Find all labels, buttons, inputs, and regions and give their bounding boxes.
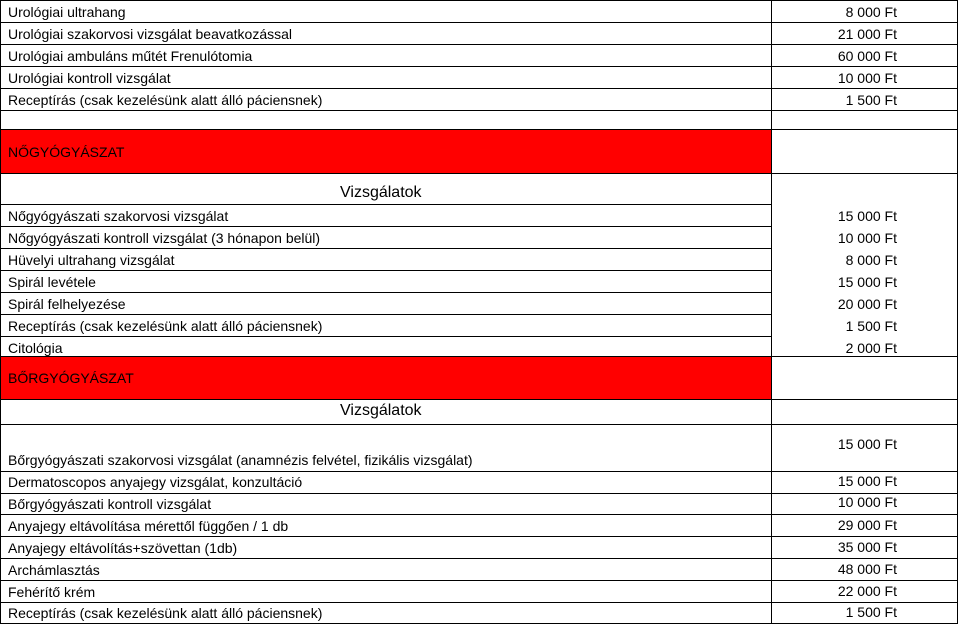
list-item-price: 35 000 Ft xyxy=(837,539,897,555)
list-item-price: 20 000 Ft xyxy=(837,296,897,312)
list-item-label: Receptírás (csak kezelésünk alatt álló páciensnek) xyxy=(8,605,323,621)
section-subheading: Vizsgálatok xyxy=(340,184,422,201)
list-item-price: 48 000 Ft xyxy=(837,561,897,577)
list-item-price: 21 000 Ft xyxy=(837,26,897,42)
list-item-label: Urológiai ambuláns műtét Frenulótomia xyxy=(8,48,253,64)
list-item-label: Urológiai kontroll vizsgálat xyxy=(8,70,171,86)
list-item-label: Dermatoscopos anyajegy vizsgálat, konzultáció xyxy=(8,474,303,490)
list-item-price: 1 500 Ft xyxy=(845,318,897,334)
list-item-label: Urológiai ultrahang xyxy=(8,4,126,20)
list-item-label: Anyajegy eltávolítás+szövettan (1db) xyxy=(8,540,238,556)
list-item-label: Archámlasztás xyxy=(8,562,100,578)
list-item-price: 15 000 Ft xyxy=(837,436,897,452)
list-item-label: Urológiai szakorvosi vizsgálat beavatkozással xyxy=(8,26,293,42)
list-item-price: 60 000 Ft xyxy=(837,48,897,64)
list-item-price: 10 000 Ft xyxy=(837,494,897,510)
section-title: BŐRGYÓGYÁSZAT xyxy=(8,370,134,386)
table-border-right xyxy=(957,0,958,624)
list-item-label: Spirál felhelyezése xyxy=(8,296,126,312)
list-item-price: 2 000 Ft xyxy=(845,340,897,356)
list-item-price: 15 000 Ft xyxy=(837,208,897,224)
list-item-price: 15 000 Ft xyxy=(837,274,897,290)
section-subheading: Vizsgálatok xyxy=(340,402,422,419)
list-item-price: 10 000 Ft xyxy=(837,230,897,246)
list-item-price: 22 000 Ft xyxy=(837,583,897,599)
list-item-price: 29 000 Ft xyxy=(837,517,897,533)
list-item-label: Spirál levétele xyxy=(8,274,96,290)
column-divider xyxy=(771,0,772,624)
list-item-label: Citológia xyxy=(8,340,63,356)
list-item-price: 8 000 Ft xyxy=(845,4,897,20)
list-item-price: 15 000 Ft xyxy=(837,473,897,489)
list-item-label: Receptírás (csak kezelésünk alatt álló páciensnek) xyxy=(8,92,323,108)
list-item-label: Bőrgyógyászati szakorvosi vizsgálat (anamnézis felvétel, fizikális vizsgálat) xyxy=(8,452,473,468)
list-item-label: Nőgyógyászati kontroll vizsgálat (3 hónapon belül) xyxy=(8,230,321,246)
list-item-price: 1 500 Ft xyxy=(845,92,897,108)
list-item-label: Nőgyógyászati szakorvosi vizsgálat xyxy=(8,208,229,224)
list-item-label: Receptírás (csak kezelésünk alatt álló páciensnek) xyxy=(8,318,323,334)
list-item-price: 1 500 Ft xyxy=(845,604,897,620)
list-item-label: Bőrgyógyászati kontroll vizsgálat xyxy=(8,496,212,512)
list-item-label: Fehérítő krém xyxy=(8,584,96,600)
list-item-price: 10 000 Ft xyxy=(837,70,897,86)
table-border-left xyxy=(0,0,1,624)
list-item-price: 8 000 Ft xyxy=(845,252,897,268)
list-item-label: Hüvelyi ultrahang vizsgálat xyxy=(8,252,175,268)
list-item-label: Anyajegy eltávolítása mérettől függően / 1 db xyxy=(8,518,289,534)
section-title: NŐGYÓGYÁSZAT xyxy=(8,144,125,160)
